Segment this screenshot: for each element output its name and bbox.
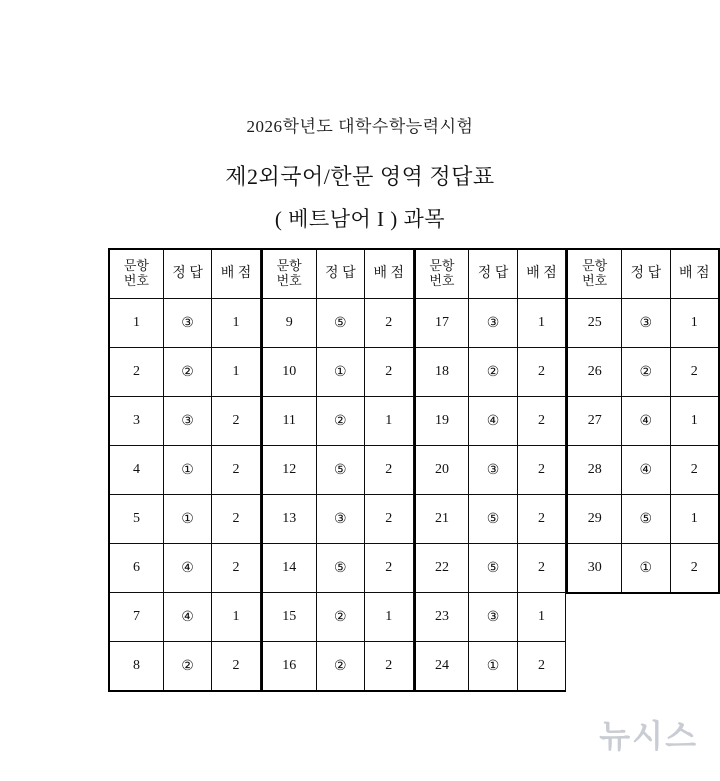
table-row (109, 495, 260, 544)
table-row (415, 397, 566, 446)
answer-value: ① (316, 348, 364, 397)
header-answer: 정 답 (622, 249, 670, 299)
header-answer: 정 답 (469, 249, 517, 299)
points-value: 2 (670, 348, 719, 397)
answer-value: ② (316, 642, 364, 692)
table-row (262, 593, 413, 642)
answer-value: ⑤ (316, 544, 364, 593)
table-row (109, 299, 260, 348)
question-no: 23 (415, 593, 469, 642)
question-no: 24 (415, 642, 469, 692)
answer-value: ② (163, 348, 211, 397)
points-value: 2 (670, 544, 719, 594)
table-row (109, 397, 260, 446)
points-value: 2 (517, 544, 565, 593)
page-title: 제2외국어/한문 영역 정답표 (225, 164, 495, 189)
table-row (567, 495, 719, 544)
header-answer: 정 답 (163, 249, 211, 299)
answer-value: ① (163, 446, 211, 495)
points-value: 2 (517, 495, 565, 544)
question-no: 16 (262, 642, 316, 692)
points-value: 2 (212, 495, 260, 544)
points-value: 2 (365, 348, 413, 397)
table-row (567, 544, 719, 594)
points-value: 2 (365, 642, 413, 692)
question-no: 28 (567, 446, 621, 495)
answer-block-2 (261, 248, 414, 692)
header-question-no: 문항 번호 (109, 249, 163, 299)
question-no: 26 (567, 348, 621, 397)
answer-value: ④ (622, 397, 670, 446)
header-points: 배 점 (517, 249, 565, 299)
points-value: 2 (212, 642, 260, 692)
question-no: 2 (109, 348, 163, 397)
answer-block-3 (414, 248, 567, 692)
table-row (262, 397, 413, 446)
answer-value: ⑤ (469, 544, 517, 593)
points-value: 2 (670, 446, 719, 495)
answer-value: ③ (622, 299, 670, 348)
answer-block-4 (566, 248, 720, 594)
table-row (415, 446, 566, 495)
answer-table (108, 248, 720, 692)
answer-value: ① (469, 642, 517, 692)
question-no: 17 (415, 299, 469, 348)
answer-value: ⑤ (622, 495, 670, 544)
document-title-group (0, 0, 720, 233)
points-value: 1 (365, 397, 413, 446)
header-points: 배 점 (670, 249, 719, 299)
table-row (415, 495, 566, 544)
answer-value: ② (316, 593, 364, 642)
question-no: 8 (109, 642, 163, 692)
table-row (262, 642, 413, 692)
points-value: 1 (212, 593, 260, 642)
question-no: 12 (262, 446, 316, 495)
points-value: 1 (365, 593, 413, 642)
points-value: 2 (517, 397, 565, 446)
points-value: 2 (365, 544, 413, 593)
question-no: 13 (262, 495, 316, 544)
answer-value: ③ (469, 299, 517, 348)
question-no: 15 (262, 593, 316, 642)
header-question-no: 문항 번호 (415, 249, 469, 299)
points-value: 1 (670, 397, 719, 446)
answer-value: ③ (469, 446, 517, 495)
answer-value: ② (163, 642, 211, 692)
answer-value: ② (469, 348, 517, 397)
question-no: 20 (415, 446, 469, 495)
answer-value: ② (316, 397, 364, 446)
answer-value: ③ (316, 495, 364, 544)
exam-year-title: 2026학년도 대학수학능력시험 (246, 117, 474, 136)
header-answer: 정 답 (316, 249, 364, 299)
question-no: 18 (415, 348, 469, 397)
table-row (109, 348, 260, 397)
header-question-no: 문항 번호 (262, 249, 316, 299)
table-row (415, 299, 566, 348)
question-no: 27 (567, 397, 621, 446)
table-row (567, 299, 719, 348)
question-no: 29 (567, 495, 621, 544)
answer-value: ① (622, 544, 670, 594)
question-no: 19 (415, 397, 469, 446)
question-no: 6 (109, 544, 163, 593)
question-no: 4 (109, 446, 163, 495)
table-row (109, 593, 260, 642)
points-value: 2 (365, 446, 413, 495)
question-no: 21 (415, 495, 469, 544)
table-row (262, 348, 413, 397)
points-value: 2 (517, 642, 565, 692)
question-no: 7 (109, 593, 163, 642)
question-no: 1 (109, 299, 163, 348)
table-row (262, 544, 413, 593)
answer-value: ⑤ (316, 299, 364, 348)
table-row (415, 348, 566, 397)
points-value: 1 (212, 299, 260, 348)
table-row (415, 593, 566, 642)
answer-value: ③ (163, 299, 211, 348)
points-value: 1 (670, 299, 719, 348)
table-row (415, 544, 566, 593)
table-row (109, 446, 260, 495)
table-row (567, 446, 719, 495)
points-value: 2 (517, 348, 565, 397)
points-value: 1 (670, 495, 719, 544)
table-row (262, 495, 413, 544)
table-row (567, 348, 719, 397)
answer-block-1 (108, 248, 261, 692)
answer-value: ③ (163, 397, 211, 446)
question-no: 11 (262, 397, 316, 446)
points-value: 1 (517, 299, 565, 348)
header-points: 배 점 (212, 249, 260, 299)
question-no: 22 (415, 544, 469, 593)
answer-value: ② (622, 348, 670, 397)
points-value: 2 (212, 446, 260, 495)
question-no: 10 (262, 348, 316, 397)
points-value: 1 (212, 348, 260, 397)
subject-title: ( 베트남어 I ) 과목 (274, 207, 446, 231)
answer-value: ④ (163, 593, 211, 642)
answer-value: ④ (622, 446, 670, 495)
answer-value: ⑤ (469, 495, 517, 544)
points-value: 2 (517, 446, 565, 495)
answer-value: ① (163, 495, 211, 544)
answer-value: ③ (469, 593, 517, 642)
answer-value: ④ (163, 544, 211, 593)
answer-value: ④ (469, 397, 517, 446)
table-header-row (415, 249, 566, 299)
points-value: 1 (517, 593, 565, 642)
table-row (109, 544, 260, 593)
question-no: 5 (109, 495, 163, 544)
table-row (262, 299, 413, 348)
points-value: 2 (365, 495, 413, 544)
table-header-row (109, 249, 260, 299)
question-no: 14 (262, 544, 316, 593)
table-row (415, 642, 566, 692)
table-header-row (567, 249, 719, 299)
question-no: 3 (109, 397, 163, 446)
table-header-row (262, 249, 413, 299)
watermark-logo: 뉴시스 (599, 718, 698, 754)
header-question-no: 문항 번호 (567, 249, 621, 299)
points-value: 2 (365, 299, 413, 348)
table-row (109, 642, 260, 692)
points-value: 2 (212, 544, 260, 593)
question-no: 30 (567, 544, 621, 594)
question-no: 9 (262, 299, 316, 348)
points-value: 2 (212, 397, 260, 446)
header-points: 배 점 (365, 249, 413, 299)
table-row (262, 446, 413, 495)
table-row (567, 397, 719, 446)
answer-value: ⑤ (316, 446, 364, 495)
question-no: 25 (567, 299, 621, 348)
